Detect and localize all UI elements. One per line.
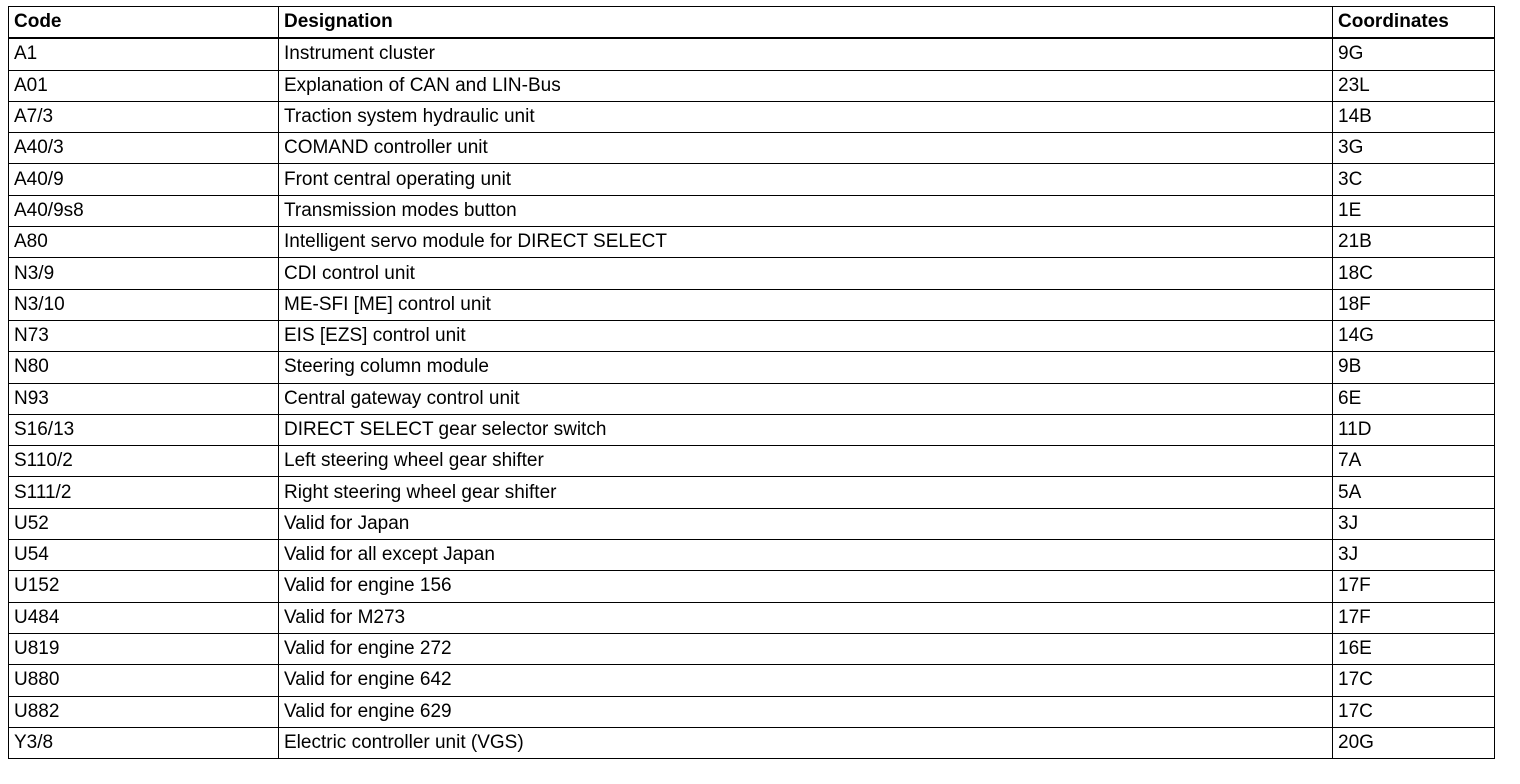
table-row bbox=[9, 414, 1495, 445]
cell-designation: Explanation of CAN and LIN-Bus bbox=[279, 70, 1333, 101]
cell-coordinates: 14G bbox=[1333, 320, 1495, 351]
cell-coordinates: 7A bbox=[1333, 446, 1495, 477]
cell-coordinates: 3C bbox=[1333, 164, 1495, 195]
table-row bbox=[9, 164, 1495, 195]
cell-coordinates: 16E bbox=[1333, 633, 1495, 664]
table-row bbox=[9, 446, 1495, 477]
cell-code: A40/9 bbox=[9, 164, 279, 195]
cell-designation: Valid for engine 629 bbox=[279, 696, 1333, 727]
cell-designation: Valid for engine 642 bbox=[279, 665, 1333, 696]
table-row bbox=[9, 258, 1495, 289]
cell-code: N80 bbox=[9, 352, 279, 383]
cell-coordinates: 18F bbox=[1333, 289, 1495, 320]
cell-code: A01 bbox=[9, 70, 279, 101]
cell-designation: Transmission modes button bbox=[279, 195, 1333, 226]
table-row bbox=[9, 70, 1495, 101]
table-row bbox=[9, 133, 1495, 164]
cell-code: U484 bbox=[9, 602, 279, 633]
cell-code: A80 bbox=[9, 227, 279, 258]
cell-code: U880 bbox=[9, 665, 279, 696]
cell-code: N93 bbox=[9, 383, 279, 414]
cell-designation: Intelligent servo module for DIRECT SELECT bbox=[279, 227, 1333, 258]
table-row bbox=[9, 195, 1495, 226]
cell-designation: ME-SFI [ME] control unit bbox=[279, 289, 1333, 320]
cell-designation: COMAND controller unit bbox=[279, 133, 1333, 164]
table-row bbox=[9, 289, 1495, 320]
table-row bbox=[9, 602, 1495, 633]
cell-code: N3/10 bbox=[9, 289, 279, 320]
table-row bbox=[9, 320, 1495, 351]
cell-coordinates: 20G bbox=[1333, 727, 1495, 758]
table-row bbox=[9, 383, 1495, 414]
table-row bbox=[9, 727, 1495, 758]
cell-code: S16/13 bbox=[9, 414, 279, 445]
cell-designation: Central gateway control unit bbox=[279, 383, 1333, 414]
table-row bbox=[9, 571, 1495, 602]
cell-code: A40/9s8 bbox=[9, 195, 279, 226]
cell-code: A1 bbox=[9, 38, 279, 70]
cell-coordinates: 17C bbox=[1333, 696, 1495, 727]
table-row bbox=[9, 227, 1495, 258]
table-row bbox=[9, 352, 1495, 383]
cell-designation: Front central operating unit bbox=[279, 164, 1333, 195]
column-header-coordinates: Coordinates bbox=[1333, 7, 1495, 39]
cell-designation: Steering column module bbox=[279, 352, 1333, 383]
column-header-code: Code bbox=[9, 7, 279, 39]
cell-code: N3/9 bbox=[9, 258, 279, 289]
table-row bbox=[9, 38, 1495, 70]
cell-code: S111/2 bbox=[9, 477, 279, 508]
cell-coordinates: 3J bbox=[1333, 508, 1495, 539]
cell-coordinates: 17F bbox=[1333, 571, 1495, 602]
table-row bbox=[9, 696, 1495, 727]
cell-coordinates: 17C bbox=[1333, 665, 1495, 696]
cell-coordinates: 23L bbox=[1333, 70, 1495, 101]
cell-designation: Right steering wheel gear shifter bbox=[279, 477, 1333, 508]
cell-code: U54 bbox=[9, 540, 279, 571]
cell-designation: DIRECT SELECT gear selector switch bbox=[279, 414, 1333, 445]
cell-designation: EIS [EZS] control unit bbox=[279, 320, 1333, 351]
table-row bbox=[9, 665, 1495, 696]
cell-coordinates: 5A bbox=[1333, 477, 1495, 508]
cell-designation: Valid for M273 bbox=[279, 602, 1333, 633]
cell-coordinates: 1E bbox=[1333, 195, 1495, 226]
cell-designation: Traction system hydraulic unit bbox=[279, 101, 1333, 132]
cell-coordinates: 3J bbox=[1333, 540, 1495, 571]
cell-coordinates: 17F bbox=[1333, 602, 1495, 633]
table-row bbox=[9, 101, 1495, 132]
cell-designation: Valid for all except Japan bbox=[279, 540, 1333, 571]
cell-code: A40/3 bbox=[9, 133, 279, 164]
table-body bbox=[9, 38, 1495, 758]
table-row bbox=[9, 477, 1495, 508]
cell-code: S110/2 bbox=[9, 446, 279, 477]
cell-code: U52 bbox=[9, 508, 279, 539]
cell-code: U152 bbox=[9, 571, 279, 602]
cell-designation: Electric controller unit (VGS) bbox=[279, 727, 1333, 758]
cell-coordinates: 21B bbox=[1333, 227, 1495, 258]
cell-designation: Instrument cluster bbox=[279, 38, 1333, 70]
table-row bbox=[9, 508, 1495, 539]
component-legend-table bbox=[8, 6, 1495, 759]
cell-coordinates: 9G bbox=[1333, 38, 1495, 70]
column-header-designation: Designation bbox=[279, 7, 1333, 39]
cell-coordinates: 14B bbox=[1333, 101, 1495, 132]
cell-coordinates: 6E bbox=[1333, 383, 1495, 414]
table-header-row bbox=[9, 7, 1495, 39]
cell-code: N73 bbox=[9, 320, 279, 351]
cell-coordinates: 3G bbox=[1333, 133, 1495, 164]
cell-code: U819 bbox=[9, 633, 279, 664]
cell-coordinates: 11D bbox=[1333, 414, 1495, 445]
cell-coordinates: 9B bbox=[1333, 352, 1495, 383]
cell-designation: Left steering wheel gear shifter bbox=[279, 446, 1333, 477]
cell-designation: Valid for Japan bbox=[279, 508, 1333, 539]
cell-code: Y3/8 bbox=[9, 727, 279, 758]
cell-designation: CDI control unit bbox=[279, 258, 1333, 289]
cell-coordinates: 18C bbox=[1333, 258, 1495, 289]
cell-code: A7/3 bbox=[9, 101, 279, 132]
cell-designation: Valid for engine 156 bbox=[279, 571, 1333, 602]
cell-code: U882 bbox=[9, 696, 279, 727]
table-row bbox=[9, 633, 1495, 664]
cell-designation: Valid for engine 272 bbox=[279, 633, 1333, 664]
table-row bbox=[9, 540, 1495, 571]
